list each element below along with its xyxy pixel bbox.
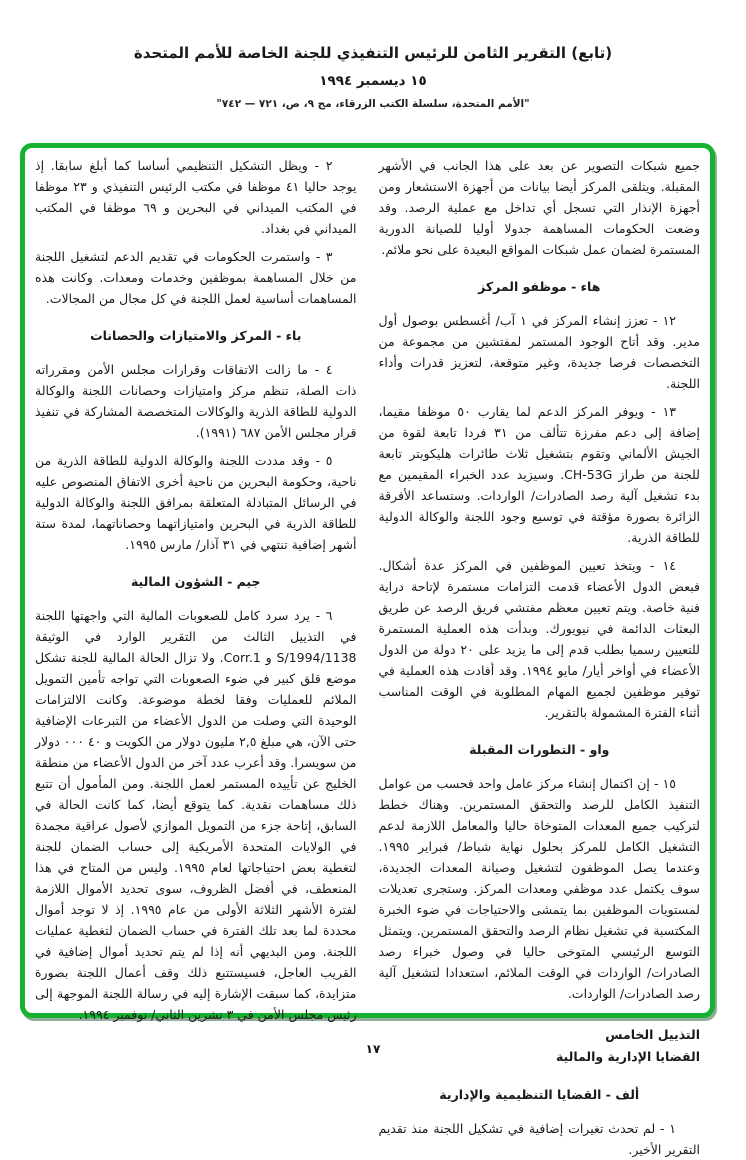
paragraph-1: ١ - لم تحدث تغيرات إضافية في تشكيل اللجنة منذ تقديم التقرير الأخير. [378, 1121, 700, 1157]
paragraph-6: ٦ - يرد سرد كامل للصعوبات المالية التي واجهتها اللجنة في التذييل الثالث من التقرير الوارد في الوثيقة S/1994/1138 و Corr.1. ولا تزال الحالة المالية للجنة تشكل موضع قلق كبير في ضوء الصعوبات التي تواجه تأمين التمويل الملائم للعمليات وفقا لخطة موضوعة. وكانت الالتزامات الوحيدة التي وصلت من الدول الأعضاء من التبرعات الإضافية حتى الآن، هي مبلغ ٢,٥ مليون دولار من الكويت و ٤٠ ٠٠٠ دولار من سويسرا. وقد أعرب عدد آخر من الدول الأعضاء من منطقة الخليج عن تأييده المستمر لعمل اللجنة. ومن المأمول أن تتبع ذلك مساهمات نقدية. كما يتوقع أيضا، كما كانت الحالة في السابق، إتاحة جزء من التمويل الموازي لأصول عراقية مجمدة في الولايات المتحدة الأمريكية إلى حساب الضمان للجنة لتغطية بعض احتياجاتها لعام ١٩٩٥. وليس من المتاح في هذا المنعطف، في أفضل الظروف، سوى تحديد الأموال اللازمة لفترة الأشهر الثلاثة الأولى من عام ١٩٩٥. إذ لا توجد أموال محددة لما بعد تلك الفترة في حساب الضمان لتغطية عمليات اللجنة. ومن البديهي أنه إذا لم يتم تحديد أموال إضافية في القريب العاجل، فسيستتبع ذلك وقف أعمال اللجنة بصورة متزايدة، كما سبقت الإشارة إليه في رسالة اللجنة الموجهة إلى رئيس مجلس الأمن في ٣ تشرين الثاني/ نوفمبر ١٩٩٤. [35, 608, 357, 1022]
paragraph-12: ١٢ - تعزز إنشاء المركز في ١ آب/ أغسطس بوصول أول مدير. وقد أتاح الوجود المستمر لمفتشين من مجموعة من التخصصات فرصا جديدة، وغير متوقعة، لتعزيز قدرات وأداء اللجنة. [378, 313, 700, 391]
paragraph-5: ٥ - وقد مددت اللجنة والوكالة الدولية للطاقة الذرية من ناحية، وحكومة البحرين من ناحية أخرى الاتفاق المنصوص عليه في الرسائل المتبادلة المتعلقة بمرافق اللجنة والوكالة الدولية للطاقة الذرية في البحرين وامتيازاتهما وحصاناتهما، لمدة ستة أشهر إضافية تنتهي في ٣١ آذار/ مارس ١٩٩٥. [35, 453, 357, 552]
heading-alif-organizational-admin: ألف - القضايا التنظيمية والإدارية [439, 1087, 640, 1102]
paragraph-13: ١٣ - ويوفر المركز الدعم لما يقارب ٥٠ موظفا مقيما، إضافة إلى دعم مفرزة تتألف من ٣١ فردا تابعة لقوة من الجيش الألماني وتقوم بتشغيل ثلاث طائرات هليكوبتر تابعة للجنة من طراز CH-53G. وسيزيد عدد الخبراء المقيمين مع بدء تشغيل آلية رصد الصادرات/ الواردات. وستساعد الأفرقة الزائرة بصورة مؤقتة في توسيع وجود اللجنة والوكالة الدولية للطاقة الذرية. [378, 404, 700, 545]
paragraph-continuation: جميع شبكات التصوير عن بعد على هذا الجانب في الأشهر المقبلة. ويتلقى المركز أيضا بيانات من أجهزة الاستشعار ومن أجهزة الإنذار التي تسجل أي تداخل مع عملية الرصد. وقد وضعت الحكومات المساهمة جدولا أوليا للصيانة الدورية المستمرة لضمان عمل شبكات المواقع البعيدة على نحو ملائم. [378, 158, 700, 257]
document-title: (تابع) التقرير الثامن للرئيس التنفيذي للجنة الخاصة للأمم المتحدة [133, 44, 613, 62]
appendix-five-title: القضايا الإدارية والمالية [555, 1049, 700, 1064]
paragraph-14: ١٤ - ويتخذ تعيين الموظفين في المركز عدة أشكال. فبعض الدول الأعضاء قدمت التزامات مستمرة لإتاحة دراية فنية خاصة. ويتم تعيين معظم مفتشي فريق الرصد عن طريق البعثات الدائمة في نيويورك. وبدأت هذه العملية المستمرة للتعيين رسميا بطلب قدم إلى ما يزيد على ٢٠ دولة من الدول الأعضاء في أواخر أيار/ مايو ١٩٩٤. وقد أفادت هذه العملية في توفير موظفين لجميع المهام المطلوبة في الوقت المناسب أثناء الفترة المشمولة بالتقرير. [378, 558, 700, 720]
paragraph-3: ٣ - واستمرت الحكومات في تقديم الدعم لتشغيل اللجنة من خلال المساهمة بموظفين وخدمات ومعدات. وكانت هذه المساهمات أساسية لعمل اللجنة في كل مجال من المجالات. [35, 249, 357, 306]
appendix-five-label: التذييل الخامس [605, 1027, 700, 1042]
document-date: ١٥ ديسمبر ١٩٩٤ [319, 73, 427, 89]
heading-waw-future-developments: واو - التطورات المقبلة [469, 742, 610, 757]
document-source-citation: "الأمم المتحدة، سلسلة الكتب الزرقاء، مج ٩، ص، ٧٢١ — ٧٤٢" [216, 98, 530, 110]
paragraph-4: ٤ - ما زالت الاتفاقات وقرارات مجلس الأمن ومقرراته ذات الصلة، تنظم مركز وامتيازات وحصانات اللجنة والوكالة الدولية للطاقة الذرية والوكالات المتخصصة المشاركة في تنفيذ قرار مجلس الأمن ٦٨٧ (١٩٩١). [35, 362, 357, 440]
page-number: ١٧ [365, 1042, 381, 1056]
page-header [0, 44, 746, 110]
paragraph-2: ٢ - ويظل التشكيل التنظيمي أساسا كما أبلغ سابقا. إذ يوجد حاليا ٤١ موظفا في مكتب الرئيس التنفيذي و ٢٣ موظفا في المكتب الميداني في البحرين و ٦٩ موظفا في المكتب الميداني في بغداد. [35, 158, 357, 236]
heading-haa-center-staff: هاء - موظفو المركز [478, 279, 601, 294]
paragraph-15: ١٥ - إن اكتمال إنشاء مركز عامل واحد فحسب من عوامل التنفيذ الكامل للرصد والتحقق المستمرين. وهناك خطط لتركيب جميع المعدات المتوخاة حاليا والمعامل اللازمة لدعم التشغيل الكامل للمركز بحلول نهاية شباط/ فبراير ١٩٩٥. وعندما يصل الموظفون لتشغيل وصيانة المعدات الجديدة، سوف يكتمل عدد موظفي ومعدات المركز. وستجرى تعديلات لمستويات الموظفين بما يتمشى والاحتياجات في ضوء الخبرة المكتسبة في تشغيل نظام الرصد والتحقق المستمرين. ويتمثل التوسع الرئيسي المتوخى حاليا في وصول خبراء رصد الصادرات/ الواردات في الوقت الملائم، استعدادا لتشغيل آلية رصد الصادرات/ الواردات. [378, 776, 700, 1001]
column-right [378, 155, 701, 1157]
column-left [35, 155, 357, 1022]
heading-baa-status-privileges-immunities: باء - المركز والامتيازات والحصانات [90, 328, 302, 343]
heading-jim-financial-matters: جيم - الشؤون المالية [130, 574, 261, 589]
page-footer [0, 1038, 746, 1057]
